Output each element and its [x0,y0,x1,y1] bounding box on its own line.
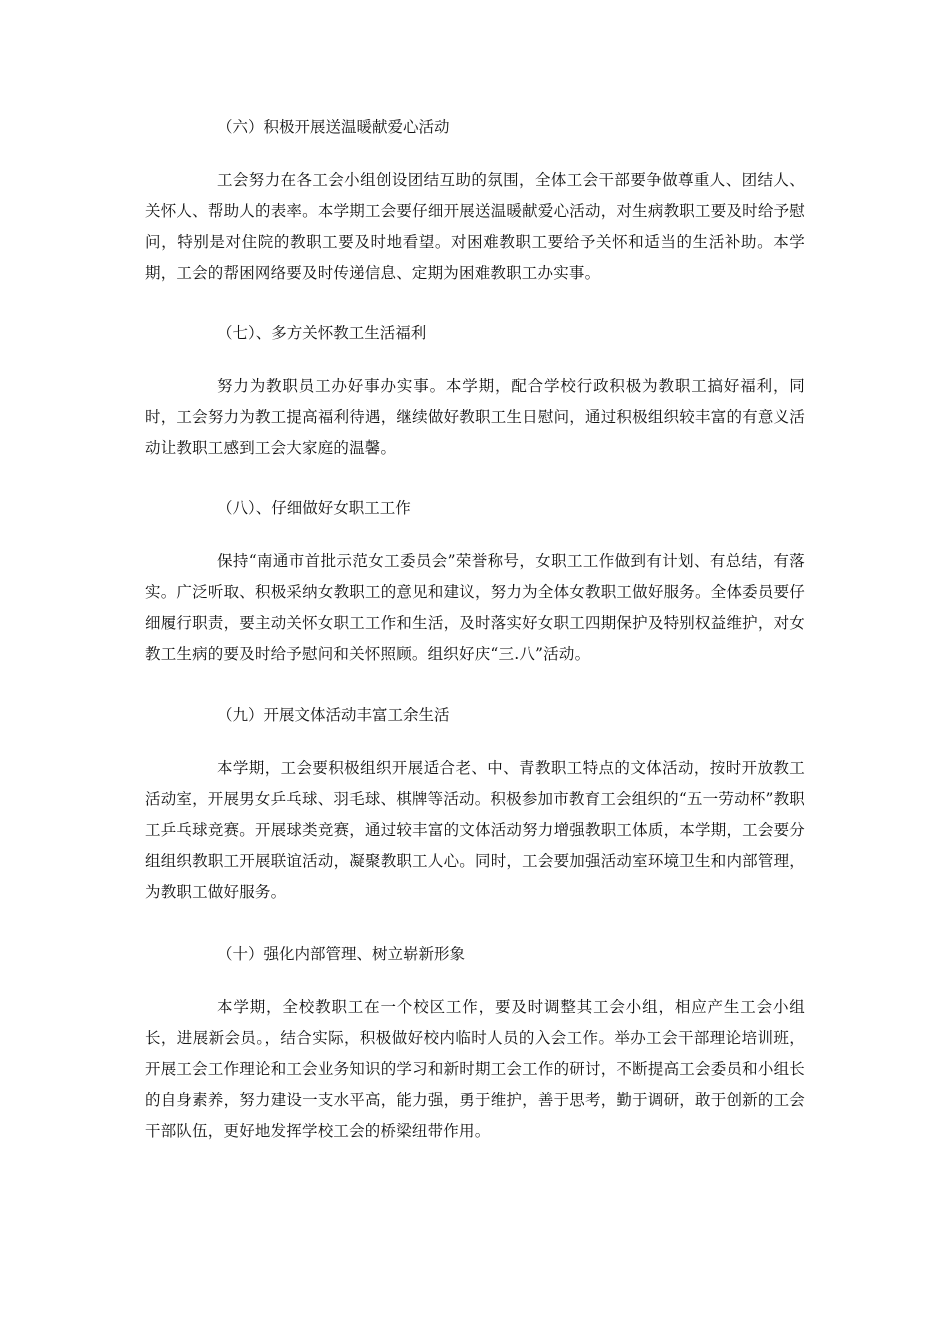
section-paragraph: 努力为教职员工办好事办实事。本学期，配合学校行政积极为教职工搞好福利，同时，工会努力为教工提高福利待遇，继续做好教职工生日慰问，通过积极组织较丰富的有意义活动让教职工感到工会大家庭的温馨。 [145,377,805,457]
section-8 [145,496,805,670]
section-10 [145,942,805,1147]
section-paragraph: 工会努力在各工会小组创设团结互助的氛围，全体工会干部要争做尊重人、团结人、关怀人、帮助人的表率。本学期工会要仔细开展送温暖献爱心活动，对生病教职工要及时给予慰问，特别是对住院的教职工要及时地看望。对困难教职工要给予关怀和适当的生活补助。本学期，工会的帮困网络要及时传递信息、定期为困难教职工办实事。 [145,171,805,282]
section-paragraph: 本学期，全校教职工在一个校区工作，要及时调整其工会小组，相应产生工会小组长，进展新会员。，结合实际，积极做好校内临时人员的入会工作。举办工会干部理论培训班，开展工会工作理论和工会业务知识的学习和新时期工会工作的研讨，不断提高工会委员和小组长的自身素养，努力建设一支水平高，能力强，勇于维护，善于思考，勤于调研，敢于创新的工会干部队伍，更好地发挥学校工会的桥梁纽带作用。 [145,998,805,1140]
section-heading: （八）、仔细做好女职工工作 [217,499,411,517]
section-paragraph: 保持“南通市首批示范女工委员会”荣誉称号，女职工工作做到有计划、有总结，有落实。广泛听取、积极采纳女教职工的意见和建议，努力为全体女教职工做好服务。全体委员要仔细履行职责，要主动关怀女职工工作和生活，及时落实好女职工四期保护及特别权益维护，对女教工生病的要及时给予慰问和关怀照顾。组织好庆“三.八”活动。 [145,552,805,663]
section-heading: （七）、多方关怀教工生活福利 [217,324,427,342]
section-heading: （十）强化内部管理、树立崭新形象 [217,945,466,963]
section-heading: （九）开展文体活动丰富工余生活 [217,706,450,724]
section-7 [145,321,805,464]
section-9 [145,703,805,908]
section-heading: （六）积极开展送温暖献爱心活动 [217,118,450,136]
section-6 [145,115,805,289]
section-paragraph: 本学期，工会要积极组织开展适合老、中、青教职工特点的文体活动，按时开放教工活动室，开展男女乒乓球、羽毛球、棋牌等活动。积极参加市教育工会组织的“五一劳动杯”教职工乒乓球竞赛。开展球类竞赛，通过较丰富的文体活动努力增强教职工体质，本学期，工会要分组组织教职工开展联谊活动，凝聚教职工人心。同时，工会要加强活动室环境卫生和内部管理，为教职工做好服务。 [145,759,805,901]
